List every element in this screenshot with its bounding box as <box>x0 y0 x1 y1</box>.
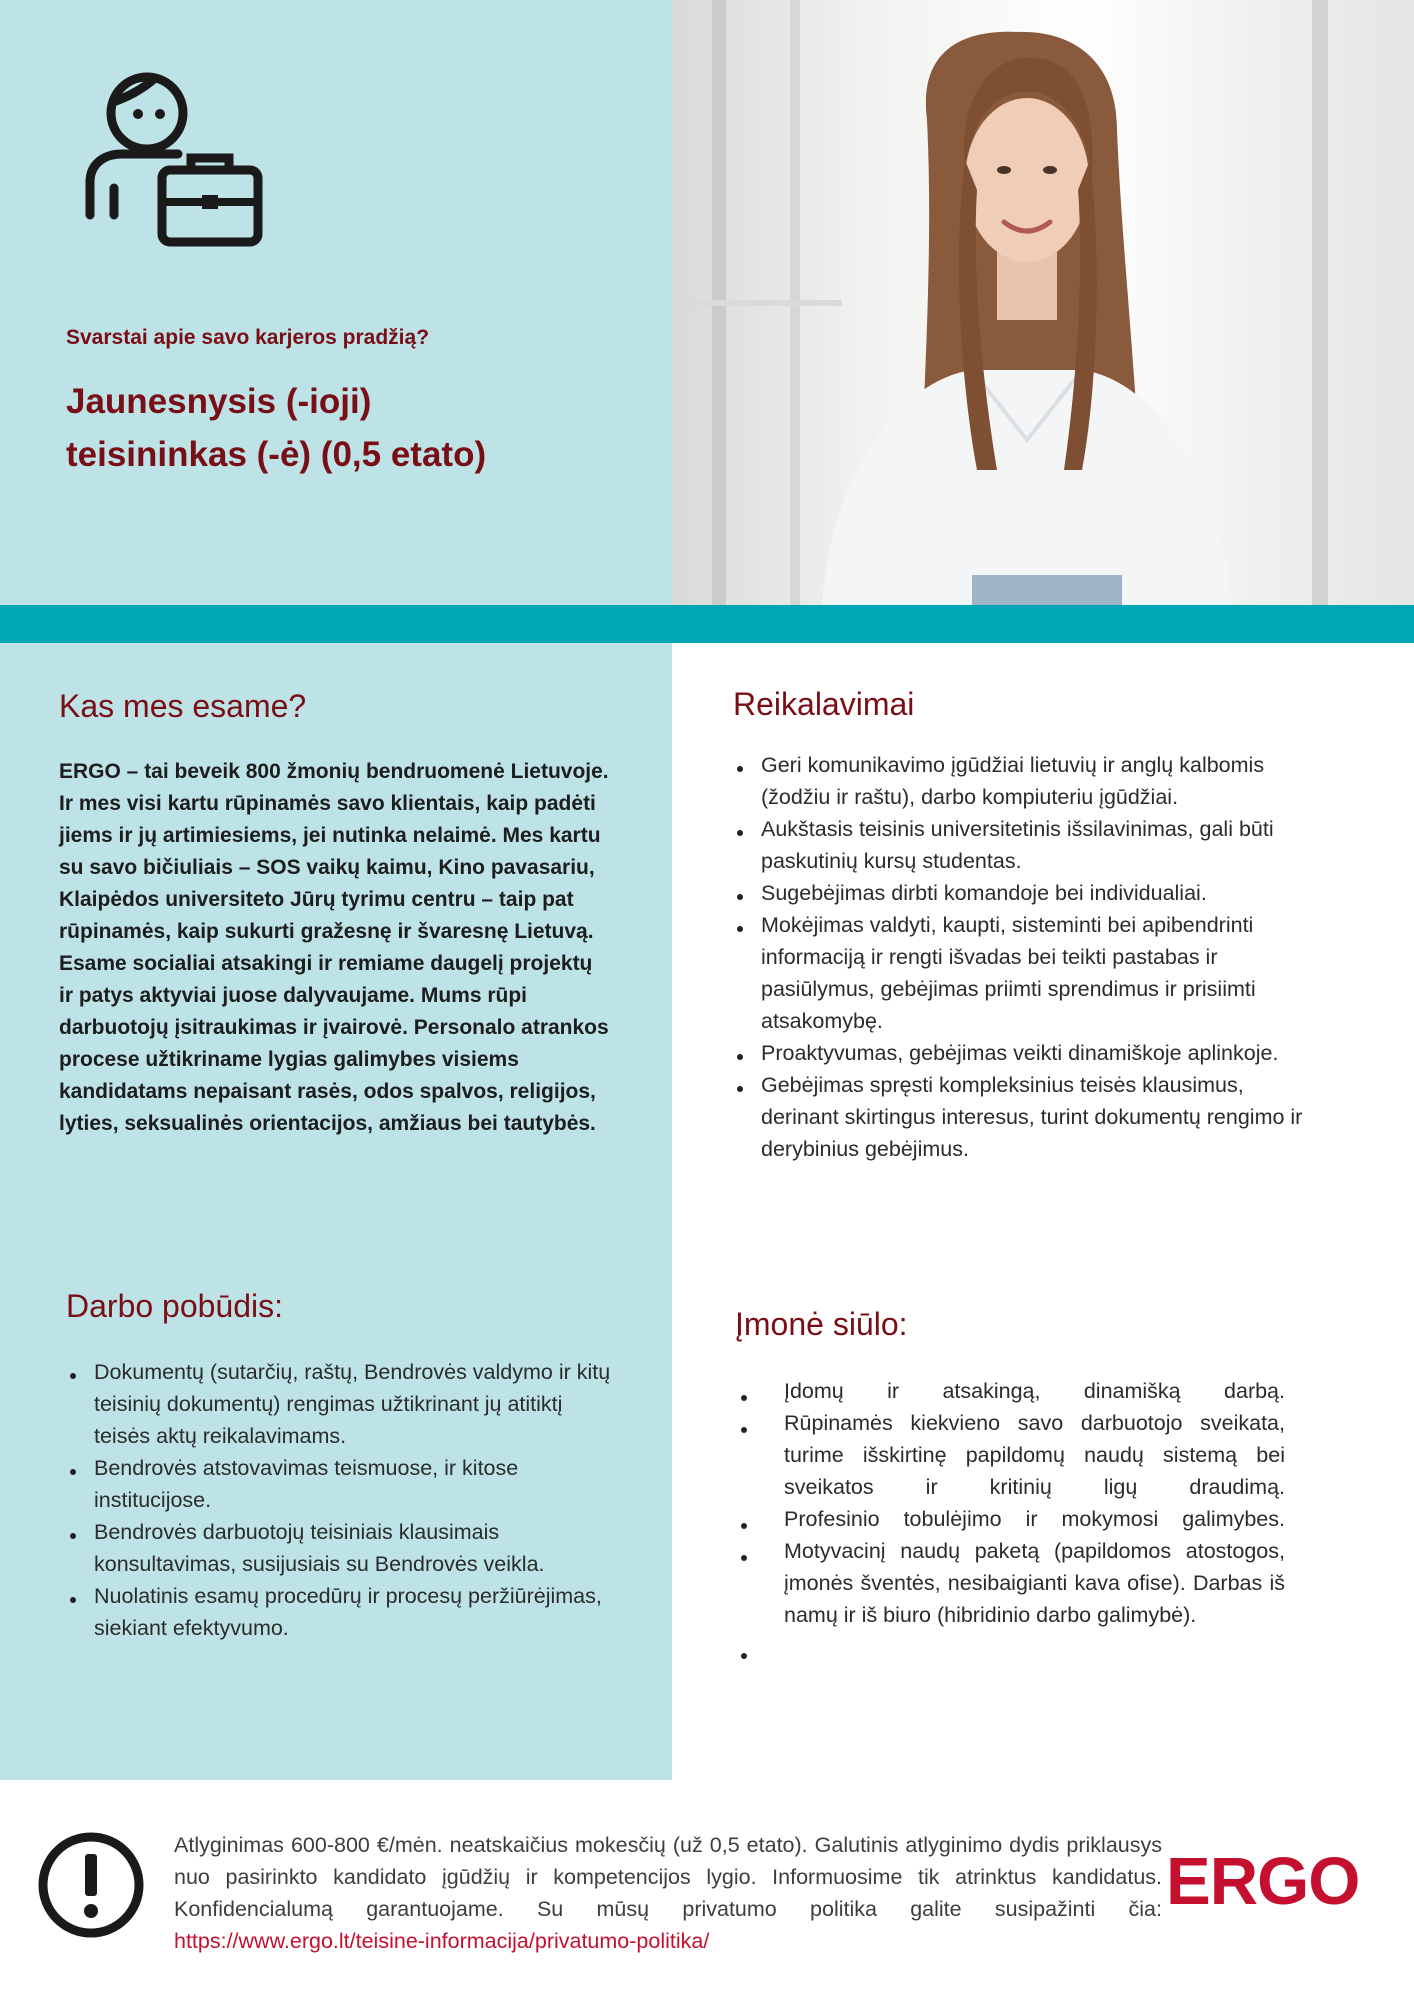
kicker-text: Svarstai apie savo karjeros pradžią? <box>66 326 430 349</box>
list-item: Nuolatinis esamų procedūrų ir procesų peržiūrėjimas, siekiant efektyvumo. <box>64 1580 620 1644</box>
list-item: Sugebėjimas dirbti komandoje bei individualiai. <box>731 877 1303 909</box>
person-with-briefcase-icon <box>80 70 266 250</box>
list-item: Proaktyvumas, gebėjimas veikti dinamiškoje aplinkoje. <box>731 1037 1303 1069</box>
list-item: Įdomų ir atsakingą, dinamišką darbą. <box>784 1379 1285 1403</box>
page-title <box>66 375 626 481</box>
requirements-list <box>731 749 1303 1165</box>
list-item: Dokumentų (sutarčių, raštų, Bendrovės valdymo ir kitų teisinių dokumentų) rengimas užtikrinant jų atitiktį teisės aktų reikalavimams. <box>64 1356 620 1452</box>
work-list <box>64 1356 620 1644</box>
list-item: Bendrovės atstovavimas teismuose, ir kitose institucijose. <box>64 1452 620 1516</box>
list-item: Bendrovės darbuotojų teisiniais klausimais konsultavimas, susijusiais su Bendrovės veikla. <box>64 1516 620 1580</box>
work-heading: Darbo pobūdis: <box>66 1288 284 1324</box>
divider-band <box>0 605 1414 643</box>
ergo-logo: ERGO <box>1166 1844 1360 1919</box>
header-photo <box>672 0 1414 605</box>
bullet-icon <box>741 1653 747 1659</box>
list-item: Gebėjimas spręsti kompleksinius teisės klausimus, derinant skirtingus interesus, turint dokumentų rengimo ir derybinius gebėjimus. <box>731 1069 1303 1165</box>
smiling-woman-portrait <box>672 0 1414 605</box>
bullet-icon <box>741 1395 747 1401</box>
bullet-icon <box>741 1523 747 1529</box>
requirements-heading: Reikalavimai <box>733 686 915 722</box>
about-heading: Kas mes esame? <box>59 688 307 724</box>
footer-notice-text: Atlyginimas 600-800 €/mėn. neatskaičius mokesčių (už 0,5 etato). Galutinis atlyginimo dydis priklausys nuo pasirinkto kandidato įgūdžių ir kompetencijos lygio. Informuosime tik atrinktus kandidatus. Konfidencialumą garantuojame. Su mūsų privatumo politika galite susipažinti čia: <box>174 1833 1162 1921</box>
list-item: Motyvacinį naudų paketą (papildomos atostogos, įmonės šventės, nesibaigianti kava ofise). Darbas iš namų ir iš biuro (hibridinio darbo galimybė). <box>784 1539 1285 1627</box>
bullet-icon <box>741 1555 747 1561</box>
list-item: Mokėjimas valdyti, kaupti, sisteminti bei apibendrinti informaciją ir rengti išvadas bei teikti pastabas ir pasiūlymus, gebėjimas priimti sprendimus ir prisiimti atsakomybę. <box>731 909 1303 1037</box>
list-item: Geri komunikavimo įgūdžiai lietuvių ir anglų kalbomis (žodžiu ir raštu), darbo kompiuteriu įgūdžiai. <box>731 749 1303 813</box>
bullet-icon <box>741 1427 747 1433</box>
exclamation-circle-icon <box>36 1830 146 1940</box>
footer-notice <box>174 1829 1162 1957</box>
title-line-2: teisininkas (-ė) (0,5 etato) <box>66 435 487 474</box>
offer-list <box>784 1375 1285 1631</box>
title-line-1: Jaunesnysis (-ioji) <box>66 382 372 421</box>
list-item: Profesinio tobulėjimo ir mokymosi galimybes. <box>784 1507 1285 1531</box>
list-item: Aukštasis teisinis universitetinis išsilavinimas, gali būti paskutinių kursų studentas. <box>731 813 1303 877</box>
privacy-policy-link[interactable]: https://www.ergo.lt/teisine-informacija/privatumo-politika/ <box>174 1929 710 1953</box>
offer-heading: Įmonė siūlo: <box>735 1306 908 1342</box>
list-item: Rūpinamės kiekvieno savo darbuotojo sveikata, turime išskirtinę papildomų naudų sistemą bei sveikatos ir kritinių ligų draudimą. <box>784 1411 1285 1499</box>
about-text: ERGO – tai beveik 800 žmonių bendruomenė Lietuvoje. Ir mes visi kartu rūpinamės savo klientais, kaip padėti jiems ir jų artimiesiems, jei nutinka nelaimė. Mes kartu su savo bičiuliais – SOS vaikų kaimu, Kino pavasariu, Klaipėdos universiteto Jūrų tyrimu centru – taip pat rūpinamės, kaip sukurti gražesnę ir švaresnę Lietuvą. Esame socialiai atsakingi ir remiame daugelį projektų ir patys aktyviai juose dalyvaujame. Mums rūpi darbuotojų įsitraukimas ir įvairovė. Personalo atrankos procese užtikriname lygias galimybes visiems kandidatams nepaisant rasės, odos spalvos, religijos, lyties, seksualinės orientacijos, amžiaus bei tautybės. <box>59 760 609 1135</box>
